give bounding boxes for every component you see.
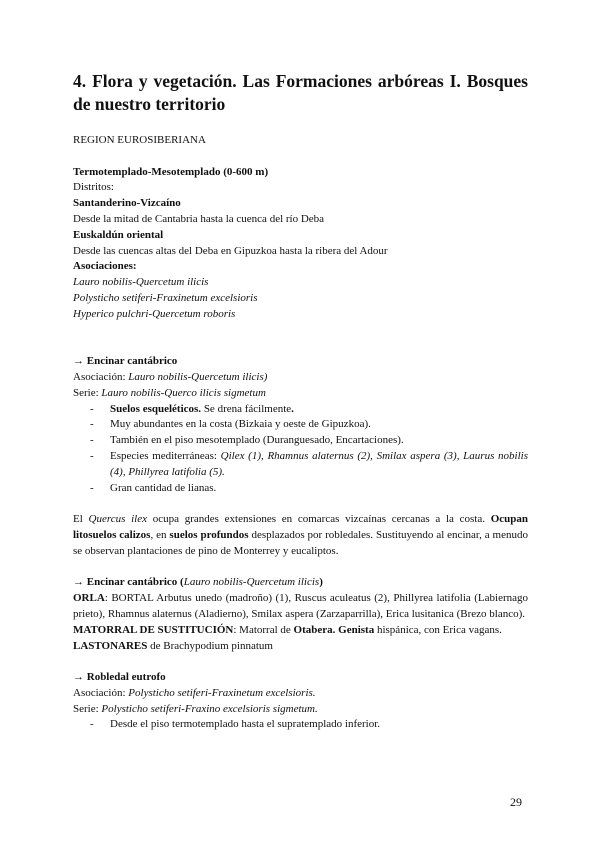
encinar-bullet-list (73, 402, 528, 497)
robledal-asociacion (73, 686, 528, 702)
bullet-text: También en el piso mesotemplado (Duranguesado, Encartaciones). (110, 434, 404, 447)
text-run: El (73, 513, 89, 526)
text-run: Lauro nobilis-Quercetum ilicis (183, 576, 320, 589)
text-run: Otabera. (293, 623, 336, 636)
text-run: de Brachypodium pinnatum (147, 639, 273, 652)
lastonares-paragraph (73, 639, 528, 655)
bullet-item: - Desde el piso termotemplado hasta el supratemplado inferior. (90, 718, 381, 731)
serie-label: Serie: (73, 386, 102, 399)
species-list: Qilex (1), Rhamnus alaternus (2), Smilax aspera (3), Laurus nobilis (4), Phillyrea latifolia (5). (110, 449, 529, 478)
asociacion-value: Lauro nobilis-Quercetum ilicis) (128, 370, 268, 383)
page-number: 29 (510, 795, 522, 809)
matorral-paragraph (73, 623, 528, 639)
orla-label: ORLA (73, 592, 105, 605)
orla-paragraph (73, 591, 528, 623)
asociacion-value: Polysticho setiferi-Fraxinetum excelsioris. (128, 686, 316, 699)
robledal-heading: → Robledal eutrofo (73, 671, 166, 684)
bullet-item: - Suelos esqueléticos. Se drena fácilmente. (90, 402, 294, 415)
bullet-item: - Muy abundantes en la costa (Bizkaia y oeste de Gipuzkoa). (90, 418, 371, 431)
spacer (73, 654, 528, 670)
distrito-euskaldun-name: Euskaldún oriental (73, 228, 164, 241)
distrito-santanderino-name: Santanderino-Vizcaíno (73, 197, 181, 210)
distritos-label: Distritos: (73, 181, 114, 194)
serie-value: Polysticho setiferi-Fraxino excelsioris sigmetum. (101, 702, 318, 715)
asociaciones-label: Asociaciones: (73, 260, 137, 273)
encinar-serie (73, 386, 528, 402)
bullet-item: - Gran cantidad de lianas. (90, 481, 217, 494)
spacer (73, 560, 528, 576)
region-heading: REGION EUROSIBERIANA (73, 134, 206, 146)
bullet-text: Especies mediterráneas: (110, 449, 221, 462)
robledal-bullet-list (73, 717, 528, 733)
robledal-serie (73, 702, 528, 718)
asociacion-item: Polysticho setiferi-Fraxinetum excelsioris (73, 291, 258, 304)
bullet-item: - Especies mediterráneas: Qilex (1), Rhamnus alaternus (2), Smilax aspera (3), Laurus nobilis (4), Phillyrea latifolia (5). (90, 449, 529, 478)
body-paragraph (73, 512, 528, 559)
bullet-item: - También en el piso mesotemplado (Duranguesado, Encartaciones). (90, 434, 404, 447)
distrito-euskaldun-desc: Desde las cuencas altas del Deba en Gipuzkoa hasta la ribera del Adour (73, 244, 388, 257)
text-run: hispánica, con Erica vagans. (374, 623, 502, 636)
text-run: suelos profundos (169, 528, 249, 541)
encinar-asociacion (73, 370, 528, 386)
serie-label: Serie: (73, 702, 102, 715)
asociacion-label: Asociación: (73, 370, 129, 383)
orla-text: : BORTAL Arbutus unedo (madroño) (1), Ruscus aculeatus (2), Phillyrea latifolia (Labiernago prieto), Rhamnus alaternus (Aladierno), Smilax aspera (Zarzaparrilla), Erica lusitanica (Brezo blanco). (73, 592, 528, 620)
bullet-text: Gran cantidad de lianas. (110, 481, 217, 494)
bullet-text: Se drena fácilmente (201, 402, 292, 415)
lastonares-label: LASTONARES (73, 639, 148, 652)
bullet-text: Desde el piso termotemplado hasta el supratemplado inferior. (110, 718, 381, 731)
piso-heading: Termotemplado-Mesotemplado (0-600 m) (73, 165, 269, 178)
asociacion-label: Asociación: (73, 686, 129, 699)
spacer (73, 496, 528, 512)
distrito-santanderino-desc: Desde la mitad de Cantabria hasta la cuenca del río Deba (73, 212, 325, 225)
text-run: Ocupan litosuelos calizos (73, 513, 529, 541)
serie-value: Lauro nobilis-Querco ilicis sigmetum (101, 386, 266, 399)
encinar2-heading (73, 575, 528, 591)
text-run: ) (319, 576, 323, 589)
spacer (73, 149, 528, 165)
encinar-heading: → Encinar cantábrico (73, 355, 178, 368)
bullet-text: Muy abundantes en la costa (Bizkaia y oeste de Gipuzkoa). (110, 418, 371, 431)
spacer (73, 323, 528, 355)
page-title: 4. Flora y vegetación. Las Formaciones arbóreas I. Bosques de nuestro territorio (73, 71, 528, 114)
text-run: desplazados por robledales. Sustituyendo al encinar, a menudo se observan plantaciones de pino de Monterrey y eucaliptos. (73, 528, 528, 557)
text-run: ocupa grandes extensiones en comarcas vizcaínas cercanas a la costa. (147, 513, 491, 526)
text-run: → Encinar cantábrico ( (73, 576, 184, 589)
bullet-bold-text: Suelos esqueléticos. (110, 402, 202, 415)
bullet-text: . (291, 402, 294, 415)
page-content (73, 70, 528, 733)
text-run: : Matorral de (233, 623, 294, 636)
asociacion-item: Hyperico pulchri-Quercetum roboris (73, 307, 236, 320)
text-run: Quercus ilex (88, 513, 147, 526)
matorral-label: MATORRAL DE SUSTITUCIÓN (73, 623, 234, 636)
text-run: , en (150, 528, 170, 541)
text-run: Genista (338, 623, 375, 636)
asociacion-item: Lauro nobilis-Quercetum ilicis (73, 276, 209, 289)
